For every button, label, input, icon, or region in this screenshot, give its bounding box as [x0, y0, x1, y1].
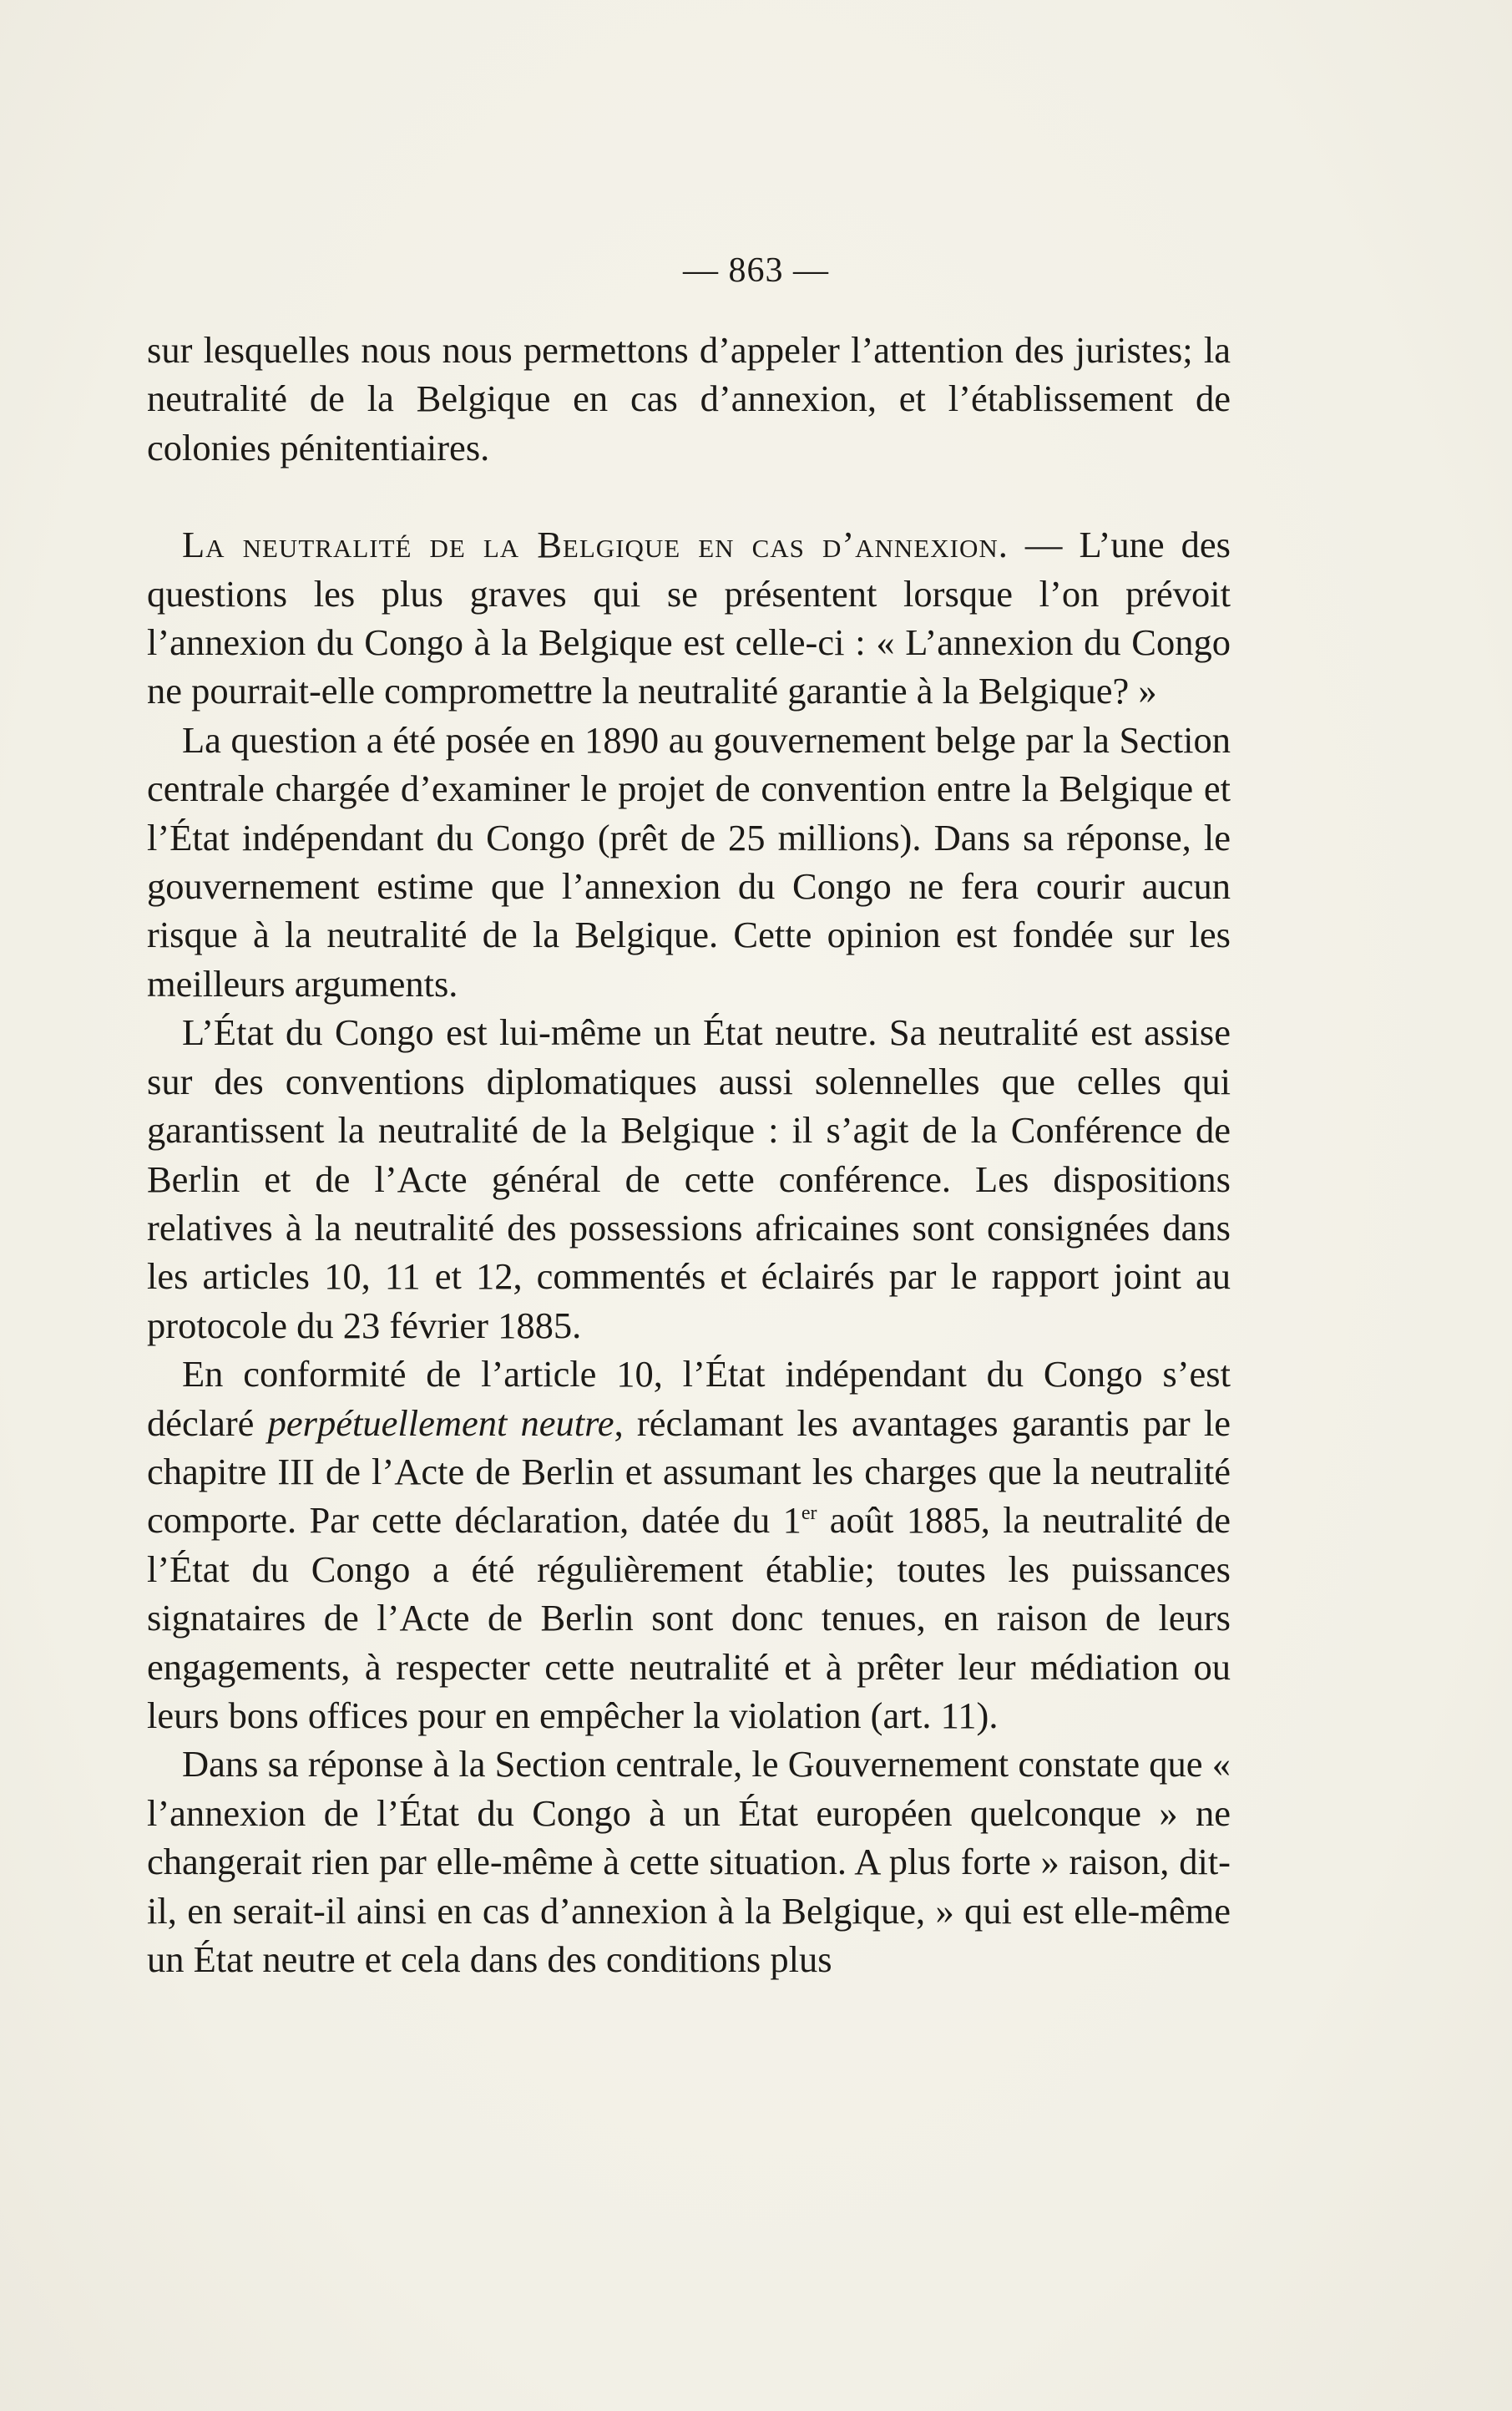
page-number: — 863 — — [683, 251, 829, 290]
ordinal-superscript: er — [801, 1502, 817, 1525]
paragraph-text: — L’une des questions les plus graves qui se présentent lorsque l’on prévoit l’annexion du Congo à la Belgique est celle-ci : « L’annexion du Congo ne pourrait-elle compromettre la neutralité garantie à la Belgique? » — [147, 524, 1231, 712]
section-heading: La neutralité de la Belgique en cas d’annexion. — [182, 524, 1009, 566]
paragraph: La question a été posée en 1890 au gouvernement belge par la Section centrale chargée d’examiner le projet de convention entre la Belgique et l’État indépendant du Congo (prêt de 25 millions). Dans sa réponse, le gouvernement estime que l’annexion du Congo ne fera courir aucun risque à la neutralité de la Belgique. Cette opinion est fondée sur les meilleurs arguments. — [147, 718, 1231, 1005]
italic-emphasis: perpétuellement neutre — [267, 1401, 614, 1444]
paragraph-section-heading — [147, 520, 1231, 716]
paragraph: L’État du Congo est lui-même un État neutre. Sa neutralité est assise sur des conventions diplomatiques aussi solennelles que celles qui garantissent la neutralité de la Belgique : il s’agit de la Conférence de Berlin et de l’Acte général de cette conférence. Les dispositions relatives à la neutralité des possessions africaines sont consignées dans les articles 10, 11 et 12, commentés et éclairés par le rapport joint au protocole du 23 février 1885. — [147, 1011, 1231, 1346]
body-text — [147, 326, 1231, 1983]
paragraph-text: , réclamant les avantages garantis par le chapitre III de l’Acte de Berlin et assumant les charges que la neutralité comporte. Par cette déclaration, datée du 1 — [147, 1401, 1231, 1542]
paragraph-text: août 1885, la neutralité de l’État du Congo a été régulièrement établie; toutes les puissances signataires de l’Acte de Berlin sont donc tenues, en raison de leurs engagements, à respecter cette neutralité et à prêter leur médiation ou leurs bons offices pour en empêcher la violation (art. 11). — [147, 1499, 1231, 1736]
paragraph-continuation: sur lesquelles nous nous permettons d’appeler l’attention des juristes; la neutralité de la Belgique en cas d’annexion, et l’établissement de colonies pénitentiaires. — [147, 329, 1231, 469]
paragraph-text: En conformité de l’article 10, l’État indépendant du Congo s’est déclaré — [147, 1353, 1231, 1444]
paragraph: Dans sa réponse à la Section centrale, le Gouvernement constate que « l’annexion de l’État du Congo à un État européen quelconque » ne changerait rien par elle-même à cette situation. A plus forte » raison, dit-il, en serait-il ainsi en cas d’annexion à la Belgique, » qui est elle-même un État neutre et cela dans des conditions plus — [147, 1743, 1231, 1980]
paragraph — [147, 1350, 1231, 1740]
